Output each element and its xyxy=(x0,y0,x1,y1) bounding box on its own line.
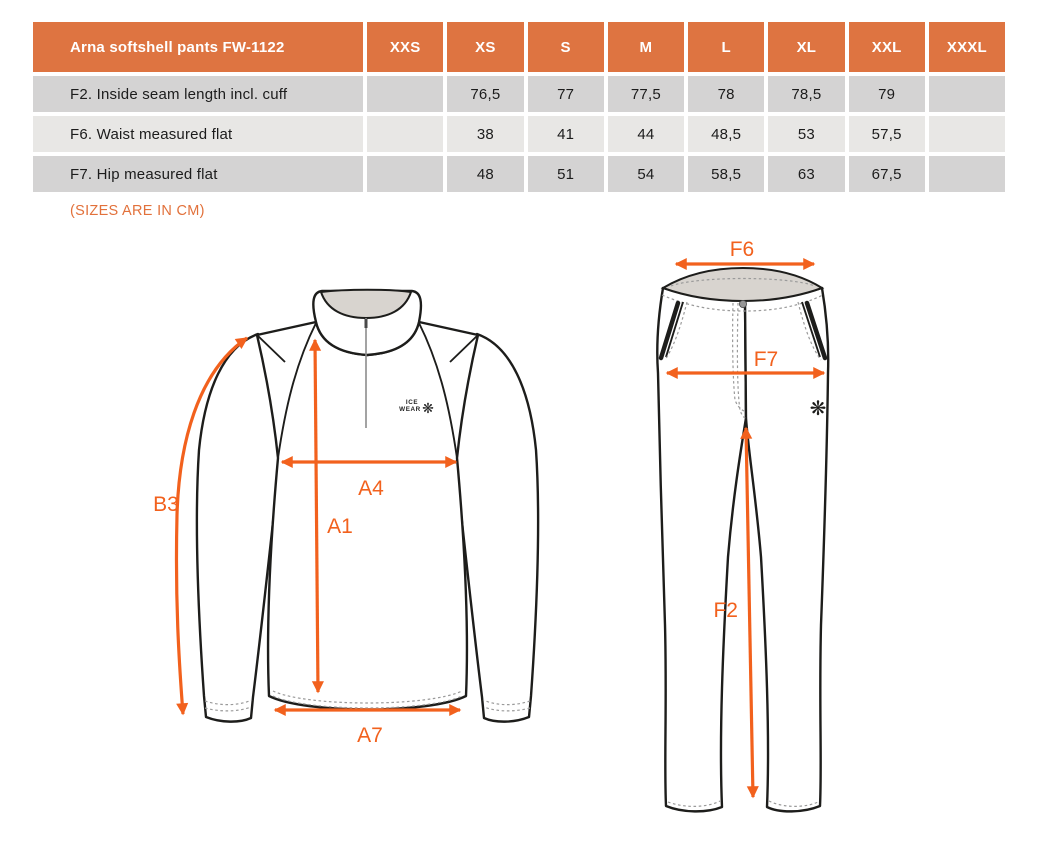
row-f7-xxs xyxy=(367,156,443,192)
f7-label: F7 xyxy=(753,348,779,371)
size-col-xxxl: XXXL xyxy=(929,22,1005,72)
size-col-xxs: XXS xyxy=(367,22,443,72)
size-col-l: L xyxy=(688,22,764,72)
sizes-in-cm-note: (SIZES ARE IN CM) xyxy=(70,203,205,219)
row-f6-xl: 53 xyxy=(768,116,844,152)
row-f2-m: 77,5 xyxy=(608,76,684,112)
a1-label: A1 xyxy=(327,515,353,538)
shirt-diagram xyxy=(153,290,538,747)
row-f6-xs: 38 xyxy=(447,116,523,152)
row-f6-l: 48,5 xyxy=(688,116,764,152)
row-f2-xxxl xyxy=(929,76,1005,112)
row-f2-label: F2. Inside seam length incl. cuff xyxy=(33,76,363,112)
size-col-xl: XL xyxy=(768,22,844,72)
product-title-cell: Arna softshell pants FW-1122 xyxy=(33,22,363,72)
size-col-xs: XS xyxy=(447,22,523,72)
row-f7-l: 58,5 xyxy=(688,156,764,192)
row-f7-xxl: 67,5 xyxy=(849,156,925,192)
shirt-snowflake-icon: ❋ xyxy=(422,400,434,416)
a4-label: A4 xyxy=(358,477,384,500)
row-f2-xs: 76,5 xyxy=(447,76,523,112)
row-f2-xxs xyxy=(367,76,443,112)
row-f6-label: F6. Waist measured flat xyxy=(33,116,363,152)
row-f2-xxl: 79 xyxy=(849,76,925,112)
pants-snowflake-icon: ❋ xyxy=(809,398,827,420)
row-f2-xl: 78,5 xyxy=(768,76,844,112)
f2-label: F2 xyxy=(713,599,738,622)
row-f7-m: 54 xyxy=(608,156,684,192)
b3-label: B3 xyxy=(153,493,179,516)
size-col-m: M xyxy=(608,22,684,72)
a7-label: A7 xyxy=(357,724,383,747)
size-table xyxy=(33,22,1005,192)
f2-inseam-arrow xyxy=(746,428,753,797)
row-f6-xxl: 57,5 xyxy=(849,116,925,152)
technical-drawings xyxy=(0,230,1038,856)
icewear-logo-line1: ICE xyxy=(405,399,419,406)
f6-label: F6 xyxy=(729,238,755,261)
row-f6-m: 44 xyxy=(608,116,684,152)
pants-diagram xyxy=(657,238,828,811)
waist-button xyxy=(739,300,746,307)
row-f7-label: F7. Hip measured flat xyxy=(33,156,363,192)
row-f7-s: 51 xyxy=(528,156,604,192)
size-col-xxl: XXL xyxy=(849,22,925,72)
row-f2-l: 78 xyxy=(688,76,764,112)
row-f7-xs: 48 xyxy=(447,156,523,192)
row-f6-s: 41 xyxy=(528,116,604,152)
row-f7-xxxl xyxy=(929,156,1005,192)
row-f6-xxs xyxy=(367,116,443,152)
row-f6-xxxl xyxy=(929,116,1005,152)
row-f7-xl: 63 xyxy=(768,156,844,192)
size-col-s: S xyxy=(528,22,604,72)
row-f2-s: 77 xyxy=(528,76,604,112)
icewear-logo-line2: WEAR xyxy=(399,406,421,413)
shirt-body xyxy=(257,322,478,710)
